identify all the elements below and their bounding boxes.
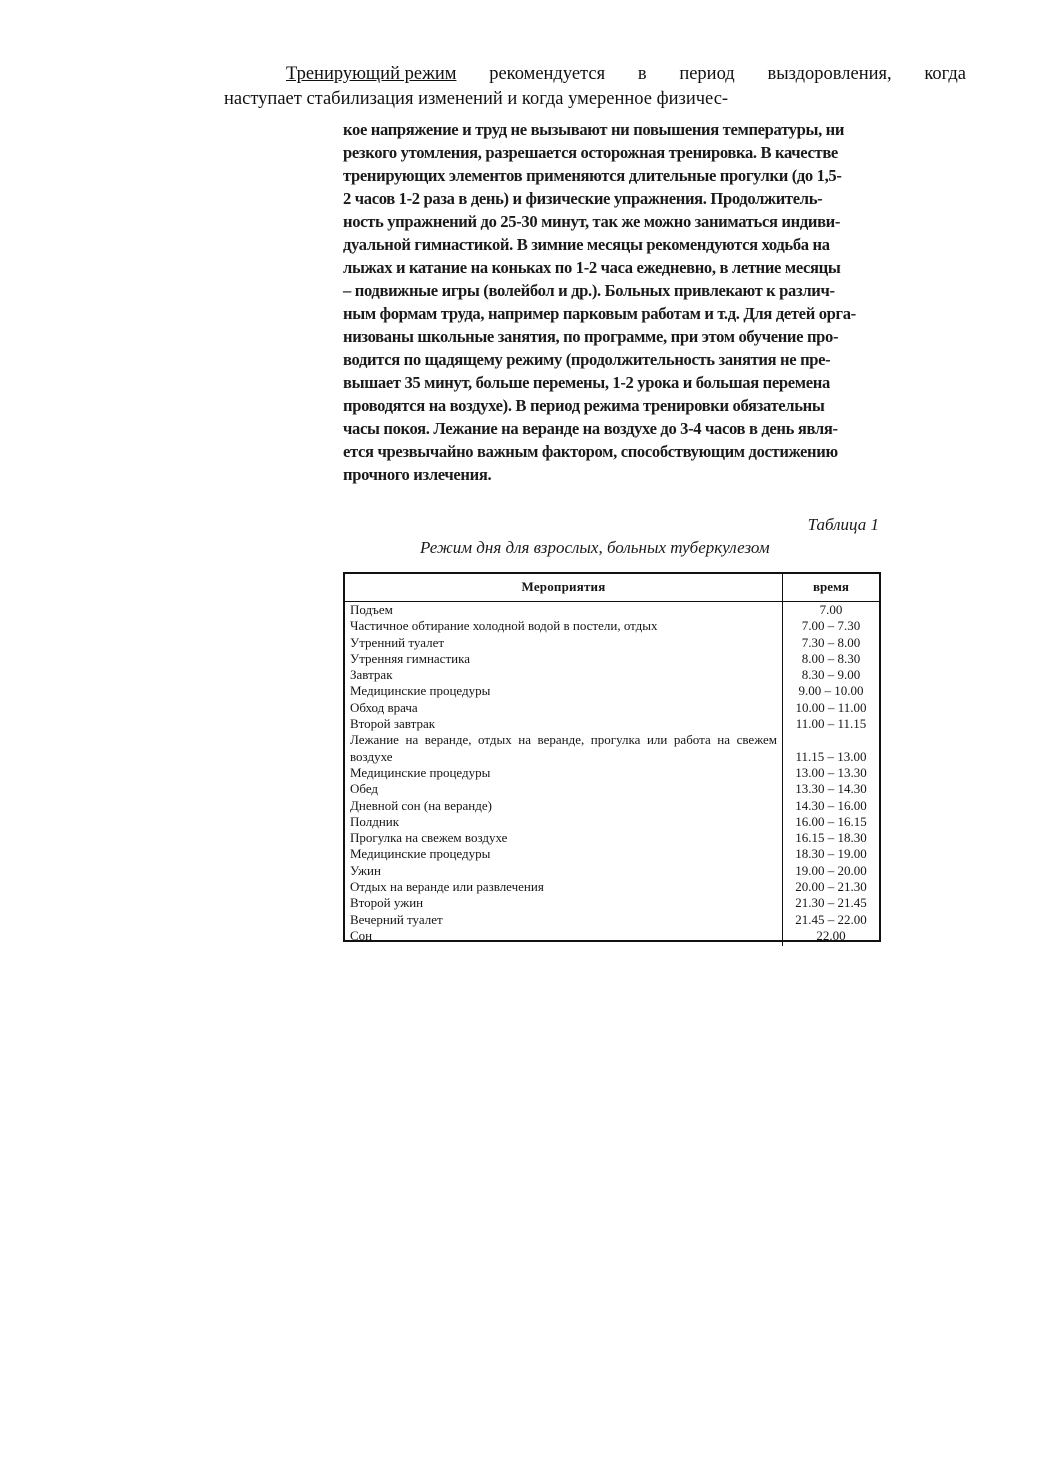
paragraph-line: лыжах и катание на коньках по 1-2 часа ежедневно, в летние месяцы [343,258,841,277]
intro-word: рекомендуется [489,64,606,84]
schedule-table [343,572,881,942]
table-row [345,928,879,944]
cell-time: 9.00 – 10.00 [798,683,864,699]
cell-time: 8.00 – 8.30 [801,650,861,666]
cell-activity: Второй завтрак [350,716,436,732]
table-row [345,732,879,765]
cell-time: 7.00 [819,602,843,617]
paragraph-line: дуальной гимнастикой. В зимние месяцы рекомендуются ходьба на [343,235,830,254]
cell-time: 10.00 – 11.00 [795,699,867,715]
paragraph-line: вышает 35 минут, больше перемены, 1-2 урока и большая перемена [343,373,830,392]
intro-text [224,62,966,112]
paragraph-line: ным формам труда, например парковым работам и т.д. Для детей орга- [343,304,856,323]
table-row [345,683,879,699]
cell-time: 11.15 – 13.00 [795,748,867,764]
cell-time: 13.30 – 14.30 [795,781,867,797]
table-row [345,846,879,862]
intro-word: когда [924,64,966,84]
paragraph-line: 2 часов 1-2 раза в день) и физические упражнения. Продолжитель- [343,189,823,208]
paragraph-line: прочного излечения. [343,465,492,484]
paragraph-line: часы покоя. Лежание на веранде на воздухе до 3-4 часов в день явля- [343,419,838,438]
table-row [345,602,879,618]
table-row [345,814,879,830]
table-row [345,635,879,651]
paragraph-line: ется чрезвычайно важным фактором, способствующим достижению [343,442,838,461]
cell-time: 22.00 [816,927,846,943]
table-row [345,830,879,846]
cell-activity: Медицинские процедуры [350,683,491,699]
cell-activity: Медицинские процедуры [350,764,491,780]
cell-time: 21.45 – 22.00 [795,911,867,927]
table-title: Режим дня для взрослых, больных туберкулезом [420,538,770,557]
table-row [345,798,879,814]
table-row [345,912,879,928]
cell-activity: Прогулка на свежем воздухе [350,830,508,846]
table-header [345,574,879,602]
cell-activity: Обед [350,781,379,797]
paragraph-line: тренирующих элементов применяются длительные прогулки (до 1,5- [343,166,842,185]
cell-activity: Медицинские процедуры [350,846,491,862]
table-row [345,700,879,716]
intro-term: Тренирующий режим [286,64,457,84]
intro-line-2: наступает стабилизация изменений и когда умеренное физичес- [224,89,729,109]
cell-time: 16.00 – 16.15 [795,813,867,829]
cell-time: 11.00 – 11.15 [795,716,867,732]
cell-time: 7.00 – 7.30 [801,618,861,634]
table-row [345,879,879,895]
table-row [345,895,879,911]
cell-time: 13.00 – 13.30 [795,764,867,780]
cell-activity: Частичное обтирание холодной водой в постели, отдых [350,618,658,634]
cell-activity: Утренняя гимнастика [350,650,470,666]
cell-activity: Полдник [350,813,400,829]
cell-time: 14.30 – 16.00 [795,797,867,813]
table-body [345,602,879,944]
cell-time: 7.30 – 8.00 [801,634,861,650]
cell-activity: Ужин [350,862,381,878]
intro-line-1 [224,62,966,87]
table-row [345,667,879,683]
intro-word: период [679,64,735,84]
paragraph-line: низованы школьные занятия, по программе, при этом обучение про- [343,327,839,346]
table-row [345,618,879,634]
cell-time: 20.00 – 21.30 [795,879,867,895]
cell-time: 18.30 – 19.00 [795,846,867,862]
cell-activity: Утренний туалет [350,634,445,650]
paragraph-line: водится по щадящему режиму (продолжительность занятия не пре- [343,350,831,369]
intro-word: в [637,64,647,84]
cell-activity: Отдых на веранде или развлечения [350,879,544,895]
paragraph-line: – подвижные игры (волейбол и др.). Больных привлекают к различ- [343,281,835,300]
paragraph-line: проводятся на воздухе). В период режима тренировки обязательны [343,396,825,415]
cell-activity: Обход врача [350,699,418,715]
header-time: время [782,574,879,601]
paragraph-line: кое напряжение и труд не вызывают ни повышения температуры, ни [343,120,845,139]
cell-activity: Второй ужин [350,895,424,911]
table-row [345,781,879,797]
cell-time: 19.00 – 20.00 [795,862,867,878]
cell-activity: Лежание на веранде, отдых на веранде, прогулка или работа на свежем воздухе [350,732,777,764]
header-activity: Мероприятия [521,579,606,594]
paragraph-line: ность упражнений до 25-30 минут, так же можно заниматься индиви- [343,212,841,231]
table-row [345,716,879,732]
cell-activity: Завтрак [350,667,393,683]
cell-time: 16.15 – 18.30 [795,830,867,846]
cell-activity: Вечерний туалет [350,911,443,927]
cell-activity: Сон [350,927,373,943]
cell-time: 8.30 – 9.00 [801,667,861,683]
table-row [345,651,879,667]
intro-word: выздоровления, [767,64,892,84]
cell-activity: Подъем [350,602,393,617]
paragraph-line: резкого утомления, разрешается осторожная тренировка. В качестве [343,143,838,162]
table-row [345,863,879,879]
cell-activity: Дневной сон (на веранде) [350,797,492,813]
cell-time: 21.30 – 21.45 [795,895,867,911]
table-row [345,765,879,781]
scanned-paragraph [343,118,883,486]
table-label: Таблица 1 [807,515,879,534]
